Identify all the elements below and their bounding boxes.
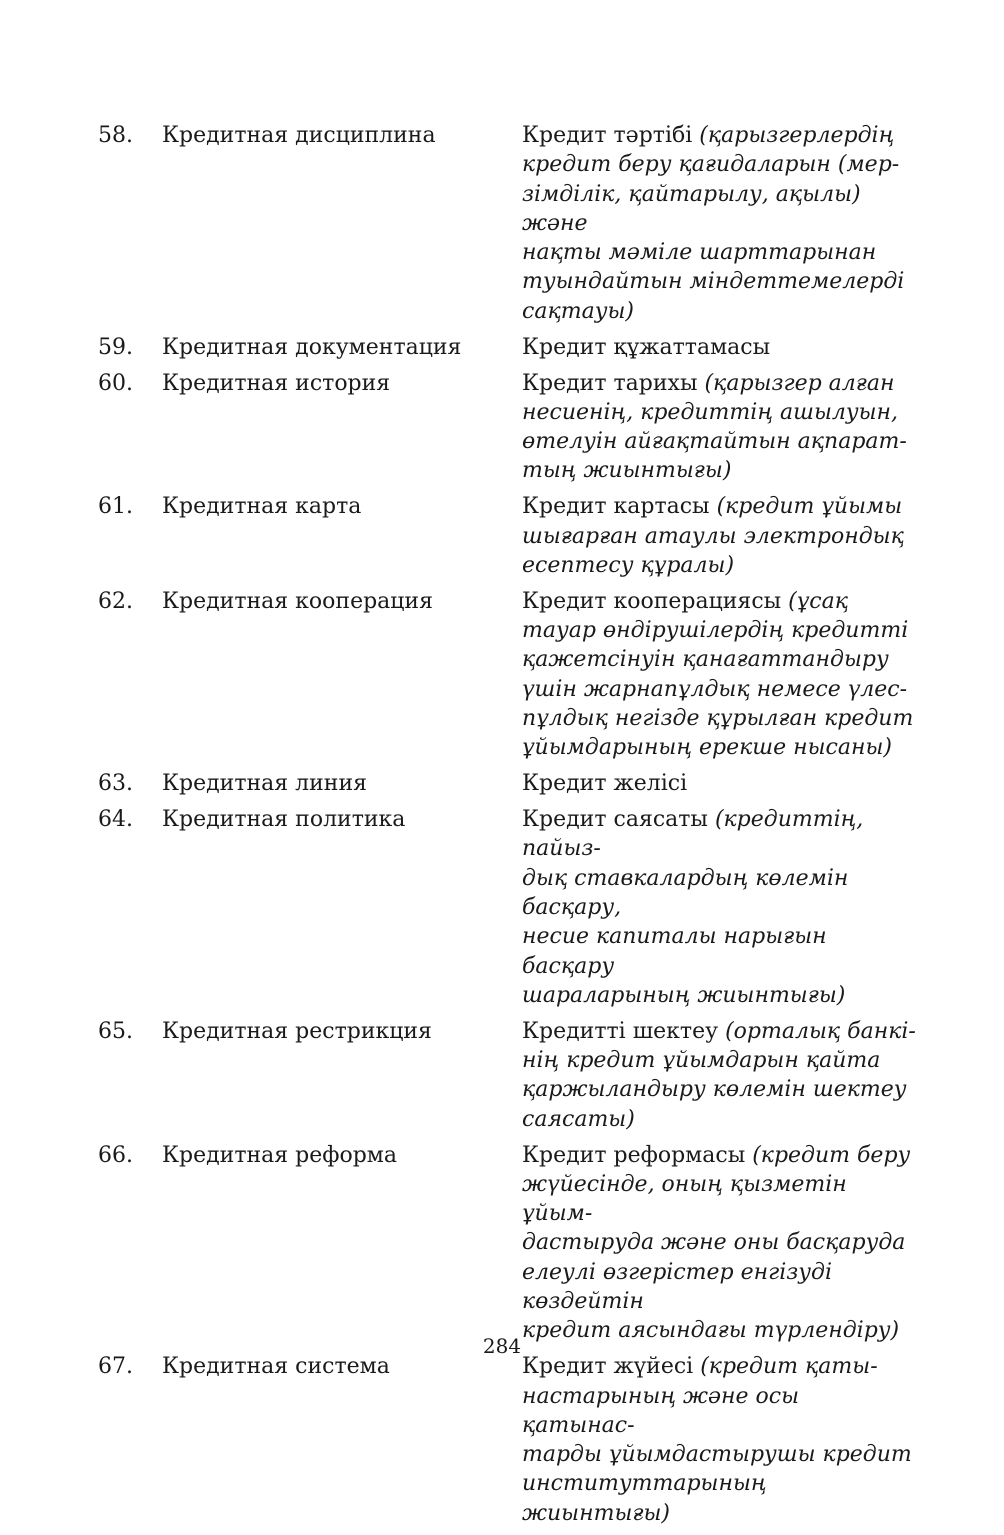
glossary-entries (98, 121, 918, 1535)
definition-line: кредит аясындағы түрлендіру) (522, 1318, 900, 1344)
glossary-entry (98, 1017, 918, 1134)
definition-line: несиенің, кредиттің ашылуын, (522, 399, 899, 425)
definition-line: сақтауы) (522, 298, 634, 324)
entry-number: 60. (98, 370, 133, 396)
entry-number: 58. (98, 123, 133, 148)
definition-line: зімділік, қайтарылу, ақылы) және (522, 181, 861, 236)
definition-line: өтелуін айғақтайтын ақпарат- (522, 429, 907, 455)
kazakh-term: Кредит тарихы (522, 370, 698, 396)
kazakh-translation (522, 1017, 918, 1134)
page-number: 284 (482, 1334, 522, 1358)
kazakh-translation (522, 369, 918, 486)
definition-line: үшін жарнапұлдық немесе үлес- (522, 676, 908, 702)
definition-line: нің кредит ұйымдарын қайта (522, 1048, 881, 1074)
definition-line: ұйымдарының ерекше нысаны) (522, 735, 892, 761)
glossary-entry (98, 333, 918, 362)
glossary-entry (98, 492, 918, 580)
glossary-entry (98, 587, 918, 763)
definition-line: (кредиттің, пайыз- (522, 807, 864, 862)
definition-line: шараларының жиынтығы) (522, 982, 846, 1008)
definition-line: шығарған атаулы электрондық (522, 523, 904, 549)
russian-term: Кредитная кооперация (162, 588, 433, 614)
kazakh-term: Кредит реформасы (522, 1142, 746, 1168)
kazakh-term: Кредит желісі (522, 771, 688, 797)
kazakh-translation (522, 805, 918, 1010)
kazakh-translation (522, 587, 918, 763)
russian-term: Кредитная документация (162, 334, 462, 360)
glossary-entry (98, 121, 918, 326)
definition-line: (ұсақ (788, 588, 849, 614)
definition-line: дастыруда және оны басқаруда (522, 1230, 906, 1256)
kazakh-translation (522, 121, 918, 326)
definition-line: (кредит беру (752, 1142, 911, 1168)
definition-line: (кредит қаты- (700, 1354, 878, 1380)
definition-line: (қарызгерлердің (699, 123, 895, 148)
definition-line: есептесу құралы) (522, 552, 735, 578)
kazakh-term: Кредит құжаттамасы (522, 334, 771, 360)
kazakh-term: Кредит саясаты (522, 807, 708, 833)
definition-line: жүйесінде, оның қызметін ұйым- (522, 1171, 847, 1227)
definition-line: (кредит ұйымы (716, 494, 903, 520)
definition-line: пұлдық негізде құрылған кредит (522, 706, 914, 732)
glossary-entry (98, 1352, 918, 1528)
definition-line: настарының және осы қатынас- (522, 1383, 799, 1438)
russian-term: Кредитная политика (162, 807, 406, 833)
definition-line: қаржыландыру көлемін шектеу (522, 1077, 907, 1103)
entry-number: 66. (98, 1142, 133, 1168)
glossary-entry (98, 769, 918, 798)
definition-line: қажетсінуін қанағаттандыру (522, 647, 889, 673)
definition-line: тауар өндірушілердің кредитті (522, 618, 909, 644)
definition-line: кредит беру қағидаларын (мер- (522, 152, 900, 178)
kazakh-term: Кредитті шектеу (522, 1018, 719, 1044)
definition-line: тарды ұйымдастырушы кредит (522, 1442, 912, 1468)
definition-line: (қарызгер алған (704, 370, 895, 396)
russian-term: Кредитная история (162, 370, 391, 396)
definition-line: (орталық банкі- (725, 1018, 916, 1044)
definition-line: елеулі өзгерістер енгізуді көздейтін (522, 1259, 833, 1315)
kazakh-term: Кредит кооперациясы (522, 588, 782, 614)
glossary-entry (98, 369, 918, 486)
entry-number: 63. (98, 771, 133, 797)
definition-line: тың жиынтығы) (522, 458, 732, 484)
kazakh-translation (522, 1141, 918, 1346)
definition-line: нақты мәміле шарттарынан (522, 240, 877, 266)
entry-number: 62. (98, 588, 133, 614)
russian-term: Кредитная реформа (162, 1142, 398, 1168)
russian-term: Кредитная рестрикция (162, 1018, 432, 1044)
russian-term: Кредитная линия (162, 771, 368, 797)
entry-number: 59. (98, 334, 133, 360)
russian-term: Кредитная карта (162, 494, 362, 520)
entry-number: 61. (98, 494, 133, 520)
kazakh-term: Кредит картасы (522, 494, 710, 520)
entry-number: 65. (98, 1018, 133, 1044)
kazakh-term: Кредит тәртібі (522, 123, 693, 148)
kazakh-term: Кредит жүйесі (522, 1354, 694, 1380)
kazakh-translation (522, 1352, 918, 1528)
definition-line: саясаты) (522, 1106, 635, 1132)
entry-number: 67. (98, 1354, 133, 1380)
definition-line: дық ставкалардың көлемін басқару, (522, 865, 849, 920)
russian-term: Кредитная дисциплина (162, 123, 436, 148)
definition-line: туындайтын міндеттемелерді (522, 269, 905, 295)
kazakh-translation (522, 769, 918, 798)
definition-line: несие капиталы нарығын басқару (522, 924, 827, 979)
kazakh-translation (522, 333, 918, 362)
kazakh-translation (522, 492, 918, 580)
entry-number: 64. (98, 807, 133, 833)
glossary-entry (98, 805, 918, 1010)
russian-term: Кредитная система (162, 1354, 390, 1380)
glossary-entry (98, 1141, 918, 1346)
definition-line: институттарының жиынтығы) (522, 1471, 767, 1526)
